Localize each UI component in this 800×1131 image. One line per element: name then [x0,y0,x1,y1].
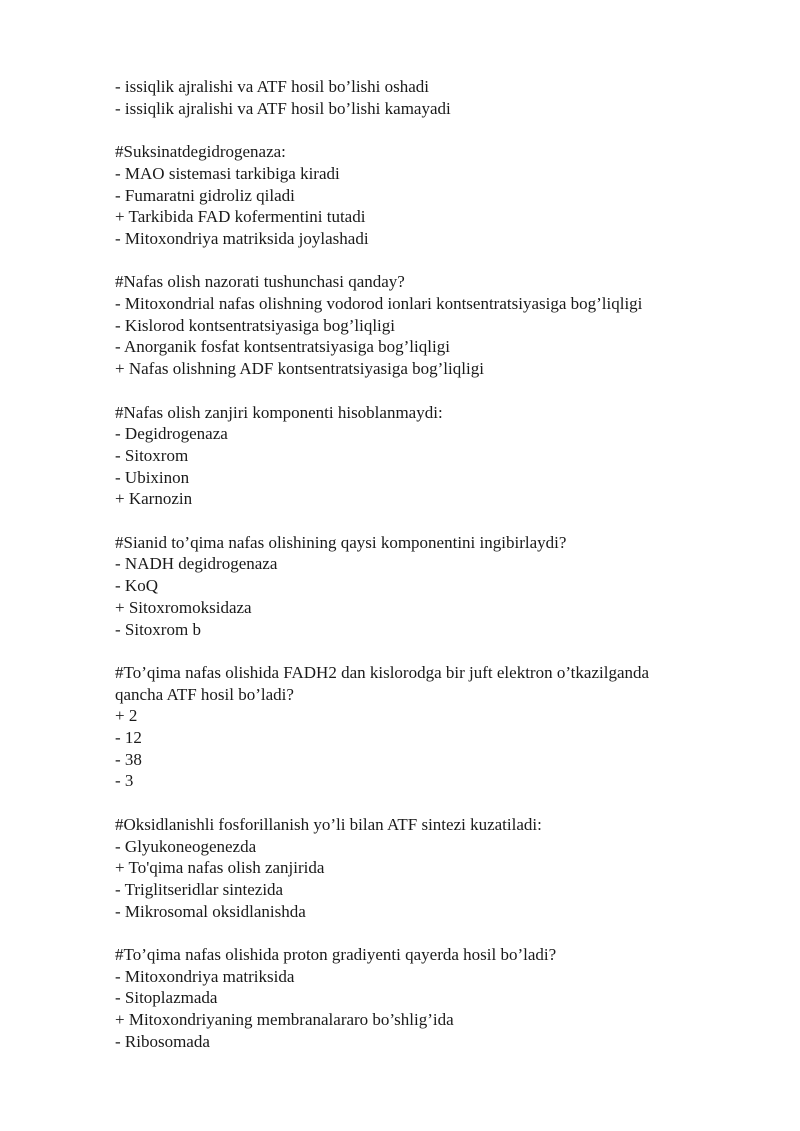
answer-option: - Mitoxondrial nafas olishning vodorod ionlari kontsentratsiyasiga bog’liqligi [115,294,643,313]
answer-option: - Triglitseridlar sintezida [115,879,284,899]
answer-option: + Nafas olishning ADF kontsentratsiyasiga bog’liqligi [115,359,484,379]
spacer [115,792,760,814]
question-title: #Sianid to’qima nafas olishining qaysi komponentini ingibirlaydi? [115,532,567,552]
question-title: #Nafas olish zanjiri komponenti hisoblanmaydi: [115,402,443,422]
answer-option: - Kislorod kontsentratsiyasiga bog’liqligi [115,315,395,335]
spacer [115,119,760,141]
answer-option: - MAO sistemasi tarkibiga kiradi [115,163,340,183]
answer-option: - issiqlik ajralishi va ATF hosil bo’lishi kamayadi [115,98,451,118]
answer-option: - 38 [115,749,142,769]
answer-option: + Sitoxromoksidaza [115,597,252,617]
answer-option: - NADH degidrogenaza [115,554,278,574]
question-block [115,944,760,1053]
question-block [115,532,760,641]
spacer [115,922,760,944]
answer-option: + Karnozin [115,489,193,509]
question-block [115,271,760,380]
question-block [115,814,760,923]
question-title: #To’qima nafas olishida proton gradiyenti qayerda hosil bo’ladi? [115,945,557,965]
answer-option: - Ribosomada [115,1031,210,1051]
question-title: #Oksidlanishli fosforillanish yo’li bilan ATF sintezi kuzatiladi: [115,814,542,834]
answer-option: - Fumaratni gidroliz qiladi [115,185,295,205]
answer-option: - KoQ [115,576,158,596]
answer-option: + Tarkibida FAD kofermentini tutadi [115,207,366,227]
question-title: #To’qima nafas olishida FADH2 dan kislorodga bir juft elektron o’tkazilganda [115,662,650,682]
question-title: #Suksinatdegidrogenaza: [115,142,286,162]
answer-option: - 3 [115,771,134,791]
answer-option: - Glyukoneogenezda [115,836,257,856]
answer-option: + To'qima nafas olish zanjirida [115,858,325,878]
answer-option: - issiqlik ajralishi va ATF hosil bo’lishi oshadi [115,77,430,96]
answer-option: - 12 [115,728,142,748]
answer-option: + 2 [115,706,138,726]
answer-option: - Sitoxrom b [115,619,201,639]
spacer [115,510,760,532]
intro-block [115,76,760,119]
question-block [115,402,760,511]
answer-option: - Anorganik fosfat kontsentratsiyasiga bog’liqligi [115,337,450,357]
answer-option: - Degidrogenaza [115,424,228,444]
spacer [115,380,760,402]
answer-option: + Mitoxondriyaning membranalararo bo’shlig’ida [115,1010,454,1030]
answer-option: - Sitoplazmada [115,988,218,1008]
answer-option: - Mikrosomal oksidlanishda [115,901,306,921]
spacer [115,640,760,662]
question-block [115,662,760,792]
answer-option: - Sitoxrom [115,445,189,465]
answer-option: - Ubixinon [115,467,190,487]
answer-option: - Mitoxondriya matriksida [115,966,295,986]
question-title: #Nafas olish nazorati tushunchasi qanday? [115,272,405,292]
question-block [115,141,760,250]
answer-option: - Mitoxondriya matriksida joylashadi [115,228,369,248]
spacer [115,250,760,272]
question-title-continuation: qancha ATF hosil bo’ladi? [115,684,294,704]
